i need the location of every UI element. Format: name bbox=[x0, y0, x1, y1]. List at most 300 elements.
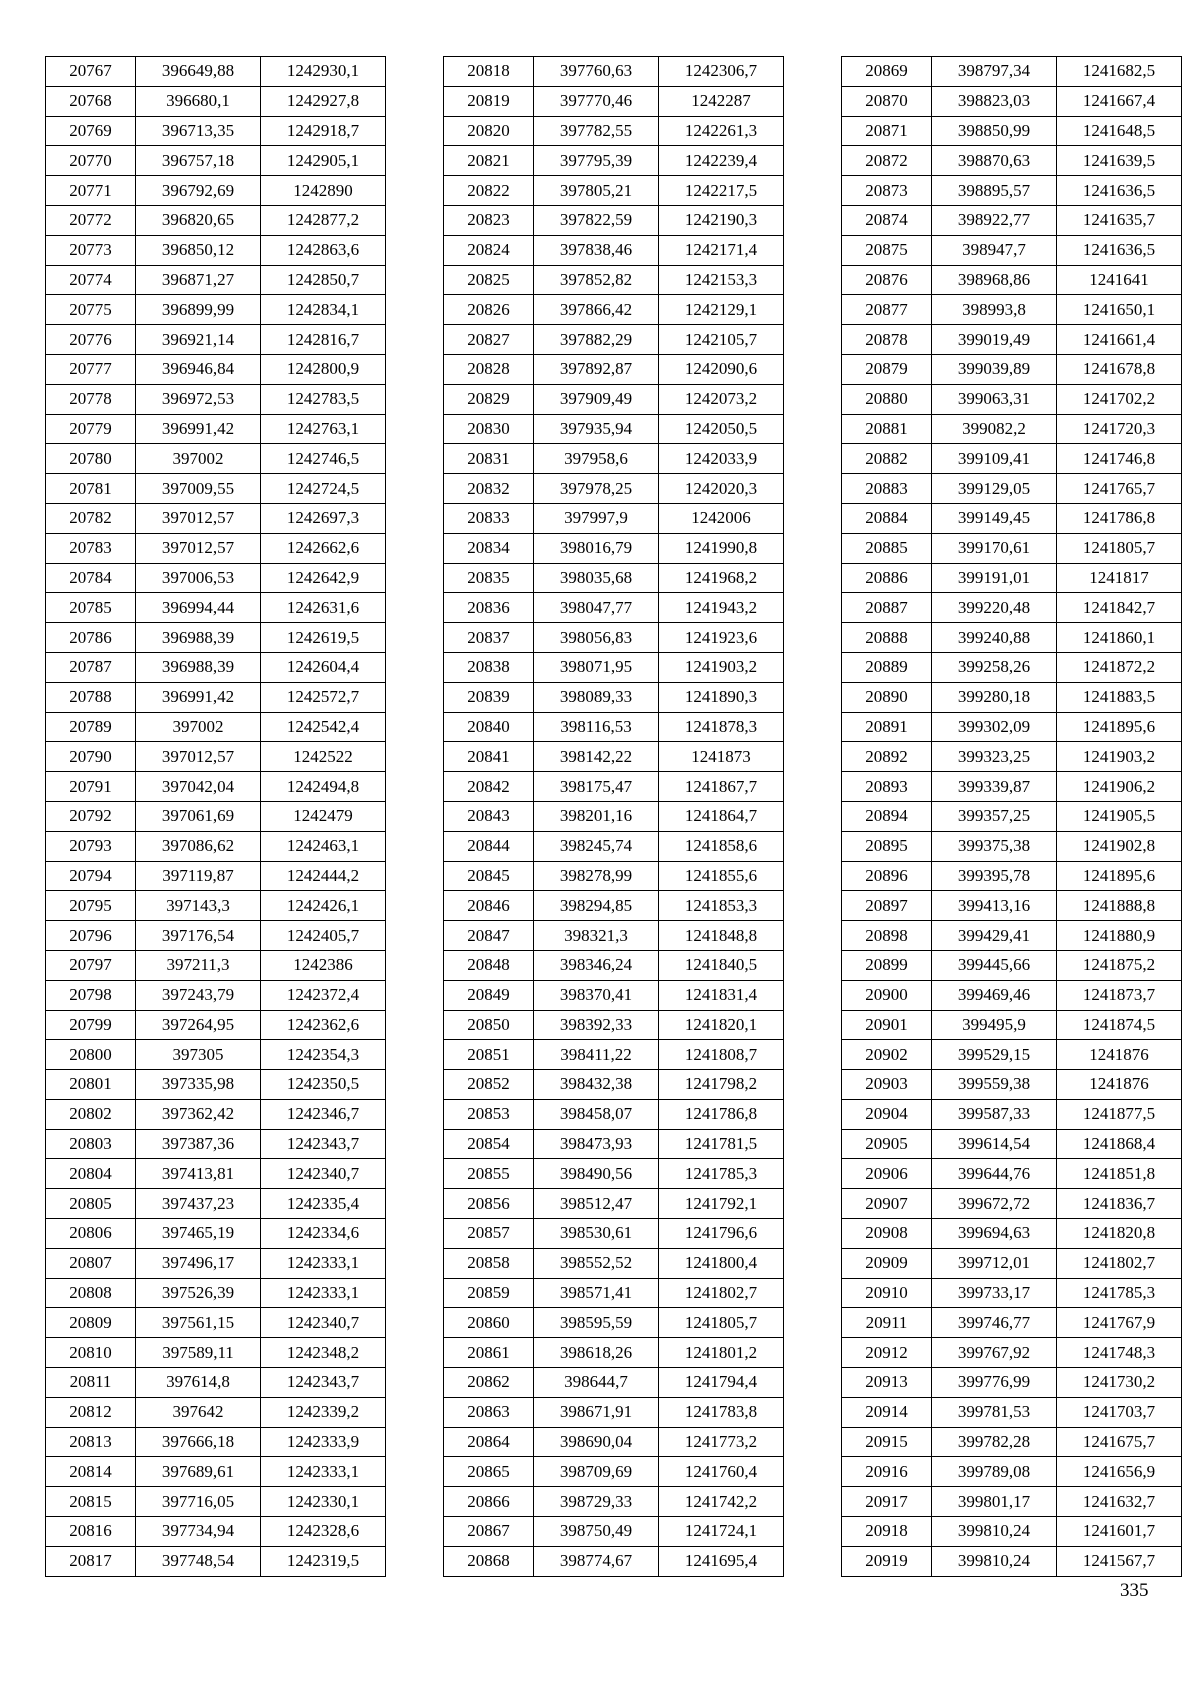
y-coordinate-cell: 1241802,7 bbox=[1057, 1248, 1182, 1278]
point-number-cell: 20777 bbox=[46, 354, 136, 384]
point-number-cell: 20772 bbox=[46, 205, 136, 235]
y-coordinate-cell: 1242333,9 bbox=[261, 1427, 386, 1457]
point-number-cell: 20885 bbox=[842, 533, 932, 563]
table-row bbox=[46, 1397, 386, 1427]
x-coordinate-cell: 396792,69 bbox=[136, 176, 261, 206]
y-coordinate-cell: 1242662,6 bbox=[261, 533, 386, 563]
point-number-cell: 20813 bbox=[46, 1427, 136, 1457]
table-row bbox=[444, 623, 784, 653]
y-coordinate-cell: 1241796,6 bbox=[659, 1219, 784, 1249]
table-row bbox=[46, 265, 386, 295]
point-number-cell: 20904 bbox=[842, 1099, 932, 1129]
y-coordinate-cell: 1242850,7 bbox=[261, 265, 386, 295]
y-coordinate-cell: 1241853,3 bbox=[659, 891, 784, 921]
y-coordinate-cell: 1241650,1 bbox=[1057, 295, 1182, 325]
y-coordinate-cell: 1241895,6 bbox=[1057, 861, 1182, 891]
table-body bbox=[842, 57, 1182, 1577]
x-coordinate-cell: 396871,27 bbox=[136, 265, 261, 295]
x-coordinate-cell: 398671,91 bbox=[534, 1397, 659, 1427]
table-row bbox=[842, 712, 1182, 742]
coordinate-table-3 bbox=[841, 56, 1182, 1577]
point-number-cell: 20905 bbox=[842, 1129, 932, 1159]
y-coordinate-cell: 1241831,4 bbox=[659, 980, 784, 1010]
point-number-cell: 20858 bbox=[444, 1248, 534, 1278]
x-coordinate-cell: 399789,08 bbox=[932, 1457, 1057, 1487]
point-number-cell: 20828 bbox=[444, 354, 534, 384]
x-coordinate-cell: 397143,3 bbox=[136, 891, 261, 921]
x-coordinate-cell: 399149,45 bbox=[932, 503, 1057, 533]
x-coordinate-cell: 396972,53 bbox=[136, 384, 261, 414]
point-number-cell: 20897 bbox=[842, 891, 932, 921]
table-row bbox=[842, 205, 1182, 235]
point-number-cell: 20770 bbox=[46, 146, 136, 176]
point-number-cell: 20808 bbox=[46, 1278, 136, 1308]
y-coordinate-cell: 1241748,3 bbox=[1057, 1338, 1182, 1368]
x-coordinate-cell: 398774,67 bbox=[534, 1546, 659, 1576]
x-coordinate-cell: 397012,57 bbox=[136, 533, 261, 563]
point-number-cell: 20767 bbox=[46, 57, 136, 87]
y-coordinate-cell: 1242522 bbox=[261, 742, 386, 772]
y-coordinate-cell: 1242890 bbox=[261, 176, 386, 206]
table-row bbox=[46, 1457, 386, 1487]
x-coordinate-cell: 399469,46 bbox=[932, 980, 1057, 1010]
point-number-cell: 20877 bbox=[842, 295, 932, 325]
table-row bbox=[842, 1517, 1182, 1547]
table-row bbox=[444, 414, 784, 444]
table-row bbox=[46, 1338, 386, 1368]
point-number-cell: 20850 bbox=[444, 1010, 534, 1040]
point-number-cell: 20807 bbox=[46, 1248, 136, 1278]
point-number-cell: 20902 bbox=[842, 1040, 932, 1070]
y-coordinate-cell: 1242930,1 bbox=[261, 57, 386, 87]
y-coordinate-cell: 1242153,3 bbox=[659, 265, 784, 295]
x-coordinate-cell: 397119,87 bbox=[136, 861, 261, 891]
x-coordinate-cell: 396850,12 bbox=[136, 235, 261, 265]
point-number-cell: 20886 bbox=[842, 563, 932, 593]
point-number-cell: 20822 bbox=[444, 176, 534, 206]
y-coordinate-cell: 1242350,5 bbox=[261, 1070, 386, 1100]
table-row bbox=[46, 831, 386, 861]
x-coordinate-cell: 396680,1 bbox=[136, 86, 261, 116]
table-row bbox=[46, 1189, 386, 1219]
table-row bbox=[46, 1517, 386, 1547]
table-row bbox=[842, 623, 1182, 653]
point-number-cell: 20780 bbox=[46, 444, 136, 474]
x-coordinate-cell: 398552,52 bbox=[534, 1248, 659, 1278]
y-coordinate-cell: 1241820,1 bbox=[659, 1010, 784, 1040]
table-row bbox=[444, 682, 784, 712]
point-number-cell: 20912 bbox=[842, 1338, 932, 1368]
y-coordinate-cell: 1241641 bbox=[1057, 265, 1182, 295]
point-number-cell: 20843 bbox=[444, 801, 534, 831]
y-coordinate-cell: 1241639,5 bbox=[1057, 146, 1182, 176]
table-row bbox=[842, 891, 1182, 921]
x-coordinate-cell: 398278,99 bbox=[534, 861, 659, 891]
y-coordinate-cell: 1242444,2 bbox=[261, 861, 386, 891]
point-number-cell: 20829 bbox=[444, 384, 534, 414]
y-coordinate-cell: 1242816,7 bbox=[261, 325, 386, 355]
point-number-cell: 20889 bbox=[842, 652, 932, 682]
point-number-cell: 20806 bbox=[46, 1219, 136, 1249]
y-coordinate-cell: 1241868,4 bbox=[1057, 1129, 1182, 1159]
x-coordinate-cell: 398968,86 bbox=[932, 265, 1057, 295]
x-coordinate-cell: 397012,57 bbox=[136, 503, 261, 533]
y-coordinate-cell: 1241702,2 bbox=[1057, 384, 1182, 414]
table-row bbox=[46, 1010, 386, 1040]
point-number-cell: 20879 bbox=[842, 354, 932, 384]
point-number-cell: 20853 bbox=[444, 1099, 534, 1129]
table-row bbox=[46, 295, 386, 325]
table-row bbox=[842, 414, 1182, 444]
point-number-cell: 20790 bbox=[46, 742, 136, 772]
table-row bbox=[46, 1219, 386, 1249]
x-coordinate-cell: 396946,84 bbox=[136, 354, 261, 384]
y-coordinate-cell: 1241875,2 bbox=[1057, 950, 1182, 980]
table-row bbox=[46, 235, 386, 265]
x-coordinate-cell: 398850,99 bbox=[932, 116, 1057, 146]
table-row bbox=[46, 682, 386, 712]
x-coordinate-cell: 397002 bbox=[136, 444, 261, 474]
y-coordinate-cell: 1241783,8 bbox=[659, 1397, 784, 1427]
x-coordinate-cell: 398595,59 bbox=[534, 1308, 659, 1338]
table-row bbox=[444, 474, 784, 504]
x-coordinate-cell: 398294,85 bbox=[534, 891, 659, 921]
y-coordinate-cell: 1242333,1 bbox=[261, 1278, 386, 1308]
table-row bbox=[46, 1368, 386, 1398]
table-row bbox=[842, 1308, 1182, 1338]
point-number-cell: 20891 bbox=[842, 712, 932, 742]
table-row bbox=[46, 861, 386, 891]
table-row bbox=[842, 235, 1182, 265]
point-number-cell: 20793 bbox=[46, 831, 136, 861]
point-number-cell: 20890 bbox=[842, 682, 932, 712]
point-number-cell: 20895 bbox=[842, 831, 932, 861]
x-coordinate-cell: 397716,05 bbox=[136, 1487, 261, 1517]
point-number-cell: 20915 bbox=[842, 1427, 932, 1457]
table-row bbox=[842, 1546, 1182, 1576]
point-number-cell: 20873 bbox=[842, 176, 932, 206]
y-coordinate-cell: 1241860,1 bbox=[1057, 623, 1182, 653]
point-number-cell: 20901 bbox=[842, 1010, 932, 1040]
y-coordinate-cell: 1242333,1 bbox=[261, 1248, 386, 1278]
y-coordinate-cell: 1241858,6 bbox=[659, 831, 784, 861]
point-number-cell: 20782 bbox=[46, 503, 136, 533]
y-coordinate-cell: 1241801,2 bbox=[659, 1338, 784, 1368]
table-row bbox=[444, 921, 784, 951]
table-row bbox=[842, 801, 1182, 831]
table-row bbox=[444, 712, 784, 742]
table-row bbox=[46, 950, 386, 980]
table-row bbox=[444, 1308, 784, 1338]
y-coordinate-cell: 1242386 bbox=[261, 950, 386, 980]
y-coordinate-cell: 1242073,2 bbox=[659, 384, 784, 414]
table-row bbox=[46, 980, 386, 1010]
x-coordinate-cell: 397614,8 bbox=[136, 1368, 261, 1398]
y-coordinate-cell: 1242905,1 bbox=[261, 146, 386, 176]
point-number-cell: 20844 bbox=[444, 831, 534, 861]
point-number-cell: 20863 bbox=[444, 1397, 534, 1427]
y-coordinate-cell: 1241786,8 bbox=[1057, 503, 1182, 533]
y-coordinate-cell: 1241798,2 bbox=[659, 1070, 784, 1100]
table-row bbox=[842, 1010, 1182, 1040]
table-row bbox=[444, 652, 784, 682]
y-coordinate-cell: 1241842,7 bbox=[1057, 593, 1182, 623]
point-number-cell: 20823 bbox=[444, 205, 534, 235]
x-coordinate-cell: 399781,53 bbox=[932, 1397, 1057, 1427]
point-number-cell: 20907 bbox=[842, 1189, 932, 1219]
x-coordinate-cell: 397362,42 bbox=[136, 1099, 261, 1129]
table-row bbox=[444, 295, 784, 325]
y-coordinate-cell: 1241906,2 bbox=[1057, 772, 1182, 802]
table-row bbox=[444, 325, 784, 355]
point-number-cell: 20799 bbox=[46, 1010, 136, 1040]
y-coordinate-cell: 1242340,7 bbox=[261, 1308, 386, 1338]
x-coordinate-cell: 397795,39 bbox=[534, 146, 659, 176]
y-coordinate-cell: 1242724,5 bbox=[261, 474, 386, 504]
table-row bbox=[444, 1010, 784, 1040]
x-coordinate-cell: 399302,09 bbox=[932, 712, 1057, 742]
table-row bbox=[842, 116, 1182, 146]
table-row bbox=[444, 1219, 784, 1249]
point-number-cell: 20778 bbox=[46, 384, 136, 414]
y-coordinate-cell: 1242372,4 bbox=[261, 980, 386, 1010]
table-row bbox=[46, 1099, 386, 1129]
table-row bbox=[842, 1129, 1182, 1159]
table-row bbox=[842, 682, 1182, 712]
x-coordinate-cell: 396899,99 bbox=[136, 295, 261, 325]
x-coordinate-cell: 397413,81 bbox=[136, 1159, 261, 1189]
point-number-cell: 20919 bbox=[842, 1546, 932, 1576]
table-row bbox=[842, 1159, 1182, 1189]
point-number-cell: 20830 bbox=[444, 414, 534, 444]
x-coordinate-cell: 399191,01 bbox=[932, 563, 1057, 593]
table-row bbox=[46, 354, 386, 384]
table-body bbox=[444, 57, 784, 1577]
point-number-cell: 20786 bbox=[46, 623, 136, 653]
point-number-cell: 20835 bbox=[444, 563, 534, 593]
point-number-cell: 20903 bbox=[842, 1070, 932, 1100]
table-row bbox=[842, 831, 1182, 861]
y-coordinate-cell: 1241805,7 bbox=[1057, 533, 1182, 563]
x-coordinate-cell: 399082,2 bbox=[932, 414, 1057, 444]
point-number-cell: 20908 bbox=[842, 1219, 932, 1249]
point-number-cell: 20809 bbox=[46, 1308, 136, 1338]
point-number-cell: 20871 bbox=[842, 116, 932, 146]
x-coordinate-cell: 398947,7 bbox=[932, 235, 1057, 265]
x-coordinate-cell: 399810,24 bbox=[932, 1517, 1057, 1547]
x-coordinate-cell: 398201,16 bbox=[534, 801, 659, 831]
table-row bbox=[444, 235, 784, 265]
table-row bbox=[46, 1546, 386, 1576]
table-row bbox=[842, 1368, 1182, 1398]
y-coordinate-cell: 1242287 bbox=[659, 86, 784, 116]
x-coordinate-cell: 398644,7 bbox=[534, 1368, 659, 1398]
x-coordinate-cell: 397335,98 bbox=[136, 1070, 261, 1100]
table-row bbox=[46, 384, 386, 414]
point-number-cell: 20917 bbox=[842, 1487, 932, 1517]
y-coordinate-cell: 1241682,5 bbox=[1057, 57, 1182, 87]
point-number-cell: 20867 bbox=[444, 1517, 534, 1547]
point-number-cell: 20910 bbox=[842, 1278, 932, 1308]
x-coordinate-cell: 399712,01 bbox=[932, 1248, 1057, 1278]
y-coordinate-cell: 1242129,1 bbox=[659, 295, 784, 325]
table-row bbox=[842, 742, 1182, 772]
x-coordinate-cell: 396988,39 bbox=[136, 652, 261, 682]
y-coordinate-cell: 1242918,7 bbox=[261, 116, 386, 146]
point-number-cell: 20851 bbox=[444, 1040, 534, 1070]
point-number-cell: 20838 bbox=[444, 652, 534, 682]
table-row bbox=[444, 205, 784, 235]
y-coordinate-cell: 1241808,7 bbox=[659, 1040, 784, 1070]
x-coordinate-cell: 397589,11 bbox=[136, 1338, 261, 1368]
point-number-cell: 20876 bbox=[842, 265, 932, 295]
y-coordinate-cell: 1242604,4 bbox=[261, 652, 386, 682]
table-body bbox=[46, 57, 386, 1577]
point-number-cell: 20769 bbox=[46, 116, 136, 146]
x-coordinate-cell: 398709,69 bbox=[534, 1457, 659, 1487]
point-number-cell: 20906 bbox=[842, 1159, 932, 1189]
y-coordinate-cell: 1241567,7 bbox=[1057, 1546, 1182, 1576]
table-row bbox=[444, 1070, 784, 1100]
x-coordinate-cell: 397666,18 bbox=[136, 1427, 261, 1457]
table-row bbox=[444, 891, 784, 921]
y-coordinate-cell: 1241656,9 bbox=[1057, 1457, 1182, 1487]
x-coordinate-cell: 399220,48 bbox=[932, 593, 1057, 623]
x-coordinate-cell: 398473,93 bbox=[534, 1129, 659, 1159]
point-number-cell: 20800 bbox=[46, 1040, 136, 1070]
x-coordinate-cell: 397909,49 bbox=[534, 384, 659, 414]
x-coordinate-cell: 397561,15 bbox=[136, 1308, 261, 1338]
y-coordinate-cell: 1242642,9 bbox=[261, 563, 386, 593]
x-coordinate-cell: 398116,53 bbox=[534, 712, 659, 742]
table-row bbox=[444, 1159, 784, 1189]
x-coordinate-cell: 398175,47 bbox=[534, 772, 659, 802]
table-row bbox=[444, 146, 784, 176]
point-number-cell: 20860 bbox=[444, 1308, 534, 1338]
table-row bbox=[444, 772, 784, 802]
x-coordinate-cell: 399587,33 bbox=[932, 1099, 1057, 1129]
x-coordinate-cell: 397387,36 bbox=[136, 1129, 261, 1159]
point-number-cell: 20870 bbox=[842, 86, 932, 116]
x-coordinate-cell: 398142,22 bbox=[534, 742, 659, 772]
x-coordinate-cell: 397882,29 bbox=[534, 325, 659, 355]
point-number-cell: 20801 bbox=[46, 1070, 136, 1100]
x-coordinate-cell: 399767,92 bbox=[932, 1338, 1057, 1368]
point-number-cell: 20785 bbox=[46, 593, 136, 623]
x-coordinate-cell: 397009,55 bbox=[136, 474, 261, 504]
table-row bbox=[444, 1248, 784, 1278]
x-coordinate-cell: 398346,24 bbox=[534, 950, 659, 980]
point-number-cell: 20854 bbox=[444, 1129, 534, 1159]
table-row bbox=[842, 176, 1182, 206]
table-row bbox=[842, 652, 1182, 682]
x-coordinate-cell: 399801,17 bbox=[932, 1487, 1057, 1517]
table-row bbox=[46, 325, 386, 355]
y-coordinate-cell: 1241820,8 bbox=[1057, 1219, 1182, 1249]
table-row bbox=[444, 384, 784, 414]
y-coordinate-cell: 1242631,6 bbox=[261, 593, 386, 623]
x-coordinate-cell: 397243,79 bbox=[136, 980, 261, 1010]
x-coordinate-cell: 397437,23 bbox=[136, 1189, 261, 1219]
y-coordinate-cell: 1242763,1 bbox=[261, 414, 386, 444]
point-number-cell: 20866 bbox=[444, 1487, 534, 1517]
table-row bbox=[46, 146, 386, 176]
table-row bbox=[46, 712, 386, 742]
y-coordinate-cell: 1241876 bbox=[1057, 1070, 1182, 1100]
point-number-cell: 20837 bbox=[444, 623, 534, 653]
x-coordinate-cell: 397526,39 bbox=[136, 1278, 261, 1308]
point-number-cell: 20812 bbox=[46, 1397, 136, 1427]
point-number-cell: 20833 bbox=[444, 503, 534, 533]
y-coordinate-cell: 1242800,9 bbox=[261, 354, 386, 384]
y-coordinate-cell: 1242340,7 bbox=[261, 1159, 386, 1189]
x-coordinate-cell: 398370,41 bbox=[534, 980, 659, 1010]
table-row bbox=[46, 1129, 386, 1159]
y-coordinate-cell: 1241905,5 bbox=[1057, 801, 1182, 831]
y-coordinate-cell: 1241836,7 bbox=[1057, 1189, 1182, 1219]
point-number-cell: 20802 bbox=[46, 1099, 136, 1129]
point-number-cell: 20814 bbox=[46, 1457, 136, 1487]
table-row bbox=[444, 86, 784, 116]
table-row bbox=[842, 1397, 1182, 1427]
table-row bbox=[444, 116, 784, 146]
y-coordinate-cell: 1241800,4 bbox=[659, 1248, 784, 1278]
y-coordinate-cell: 1241805,7 bbox=[659, 1308, 784, 1338]
y-coordinate-cell: 1241730,2 bbox=[1057, 1368, 1182, 1398]
table-row bbox=[46, 1070, 386, 1100]
y-coordinate-cell: 1241872,2 bbox=[1057, 652, 1182, 682]
point-number-cell: 20857 bbox=[444, 1219, 534, 1249]
table-row bbox=[842, 1487, 1182, 1517]
y-coordinate-cell: 1242090,6 bbox=[659, 354, 784, 384]
y-coordinate-cell: 1241742,2 bbox=[659, 1487, 784, 1517]
table-row bbox=[842, 533, 1182, 563]
y-coordinate-cell: 1242362,6 bbox=[261, 1010, 386, 1040]
point-number-cell: 20834 bbox=[444, 533, 534, 563]
table-row bbox=[46, 503, 386, 533]
table-row bbox=[46, 1278, 386, 1308]
y-coordinate-cell: 1241667,4 bbox=[1057, 86, 1182, 116]
table-row bbox=[46, 623, 386, 653]
table-row bbox=[842, 861, 1182, 891]
point-number-cell: 20898 bbox=[842, 921, 932, 951]
y-coordinate-cell: 1241968,2 bbox=[659, 563, 784, 593]
y-coordinate-cell: 1241760,4 bbox=[659, 1457, 784, 1487]
y-coordinate-cell: 1242330,1 bbox=[261, 1487, 386, 1517]
x-coordinate-cell: 397734,94 bbox=[136, 1517, 261, 1547]
point-number-cell: 20826 bbox=[444, 295, 534, 325]
y-coordinate-cell: 1241867,7 bbox=[659, 772, 784, 802]
y-coordinate-cell: 1241746,8 bbox=[1057, 444, 1182, 474]
point-number-cell: 20789 bbox=[46, 712, 136, 742]
table-row bbox=[46, 474, 386, 504]
point-number-cell: 20841 bbox=[444, 742, 534, 772]
y-coordinate-cell: 1242105,7 bbox=[659, 325, 784, 355]
y-coordinate-cell: 1242479 bbox=[261, 801, 386, 831]
table-row bbox=[842, 1189, 1182, 1219]
point-number-cell: 20824 bbox=[444, 235, 534, 265]
table-row bbox=[46, 652, 386, 682]
table-row bbox=[444, 801, 784, 831]
x-coordinate-cell: 399280,18 bbox=[932, 682, 1057, 712]
table-row bbox=[842, 1070, 1182, 1100]
x-coordinate-cell: 397086,62 bbox=[136, 831, 261, 861]
y-coordinate-cell: 1242572,7 bbox=[261, 682, 386, 712]
y-coordinate-cell: 1241873 bbox=[659, 742, 784, 772]
table-row bbox=[842, 950, 1182, 980]
table-row bbox=[46, 1427, 386, 1457]
point-number-cell: 20815 bbox=[46, 1487, 136, 1517]
